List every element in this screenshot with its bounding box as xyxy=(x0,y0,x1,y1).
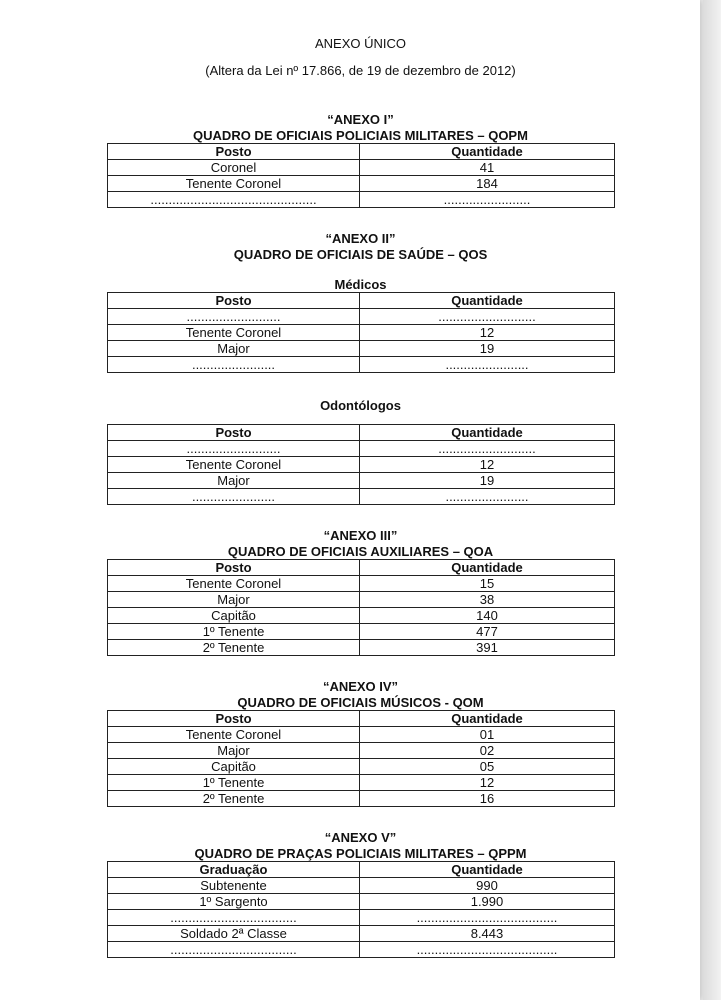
cell-posto: Capitão xyxy=(108,759,360,775)
col-header-posto: Posto xyxy=(108,293,360,309)
col-header-posto: Posto xyxy=(108,711,360,727)
cell-quantidade: ........................ xyxy=(360,192,615,208)
anexo-2-heading: “ANEXO II” xyxy=(325,231,396,246)
table-row xyxy=(108,926,615,942)
cell-quantidade: 184 xyxy=(360,176,615,192)
cell-quantidade: 16 xyxy=(360,791,615,807)
table-row xyxy=(108,759,615,775)
cell-posto: Tenente Coronel xyxy=(108,457,360,473)
cell-quantidade: 15 xyxy=(360,576,615,592)
cell-posto: Major xyxy=(108,341,360,357)
anexo-3-table xyxy=(107,559,615,656)
table-header-row xyxy=(108,560,615,576)
cell-quantidade: 19 xyxy=(360,473,615,489)
anexo-3-heading: “ANEXO III” xyxy=(323,528,398,543)
table-row xyxy=(108,309,615,325)
cell-posto: Major xyxy=(108,743,360,759)
cell-quantidade: 391 xyxy=(360,640,615,656)
cell-posto: .......................... xyxy=(108,309,360,325)
cell-graduacao: ................................... xyxy=(108,942,360,958)
cell-posto: 1º Tenente xyxy=(108,624,360,640)
table-header-row xyxy=(108,425,615,441)
cell-quantidade: ........................... xyxy=(360,309,615,325)
table-row xyxy=(108,176,615,192)
table-header-row xyxy=(108,293,615,309)
odontologos-table xyxy=(107,424,615,505)
table-row xyxy=(108,473,615,489)
cell-posto: Major xyxy=(108,592,360,608)
col-header-quantidade: Quantidade xyxy=(360,144,615,160)
cell-posto: Capitão xyxy=(108,608,360,624)
anexo-4-heading: “ANEXO IV” xyxy=(322,679,399,694)
cell-quantidade: ....................... xyxy=(360,357,615,373)
table-row xyxy=(108,457,615,473)
table-row xyxy=(108,576,615,592)
table-row xyxy=(108,775,615,791)
cell-quantidade: 02 xyxy=(360,743,615,759)
cell-quantidade: 12 xyxy=(360,325,615,341)
cell-quantidade: 12 xyxy=(360,457,615,473)
table-row xyxy=(108,640,615,656)
table-row xyxy=(108,592,615,608)
cell-quantidade: 38 xyxy=(360,592,615,608)
cell-quantidade: ....................... xyxy=(360,489,615,505)
col-header-quantidade: Quantidade xyxy=(360,862,615,878)
cell-posto: 2º Tenente xyxy=(108,791,360,807)
col-header-posto: Posto xyxy=(108,144,360,160)
cell-quantidade: 477 xyxy=(360,624,615,640)
table-row xyxy=(108,325,615,341)
table-row xyxy=(108,910,615,926)
cell-posto: Tenente Coronel xyxy=(108,576,360,592)
cell-quantidade: ....................................... xyxy=(360,910,615,926)
table-row xyxy=(108,942,615,958)
table-row xyxy=(108,878,615,894)
cell-quantidade: 41 xyxy=(360,160,615,176)
anexo-1-subheading: QUADRO DE OFICIAIS POLICIAIS MILITARES – QOPM xyxy=(193,128,528,143)
table-row xyxy=(108,341,615,357)
cell-posto: .............................................. xyxy=(108,192,360,208)
document-title: ANEXO ÚNICO xyxy=(314,36,406,51)
table-row xyxy=(108,743,615,759)
cell-quantidade: 8.443 xyxy=(360,926,615,942)
cell-posto: Coronel xyxy=(108,160,360,176)
table-row xyxy=(108,192,615,208)
table-row xyxy=(108,489,615,505)
anexo-4-table xyxy=(107,710,615,807)
cell-quantidade: 05 xyxy=(360,759,615,775)
cell-posto: ....................... xyxy=(108,489,360,505)
anexo-5-table xyxy=(107,861,615,958)
cell-quantidade: 140 xyxy=(360,608,615,624)
table-row xyxy=(108,624,615,640)
cell-quantidade: ........................... xyxy=(360,441,615,457)
odontologos-label: Odontólogos xyxy=(320,398,401,413)
anexo-5-subheading: QUADRO DE PRAÇAS POLICIAIS MILITARES – QPPM xyxy=(194,846,527,861)
cell-quantidade: 19 xyxy=(360,341,615,357)
table-row xyxy=(108,357,615,373)
table-row xyxy=(108,894,615,910)
col-header-posto: Posto xyxy=(108,560,360,576)
cell-posto: Major xyxy=(108,473,360,489)
cell-posto: ....................... xyxy=(108,357,360,373)
table-header-row xyxy=(108,862,615,878)
col-header-posto: Posto xyxy=(108,425,360,441)
table-row xyxy=(108,791,615,807)
col-header-quantidade: Quantidade xyxy=(360,711,615,727)
cell-quantidade: ....................................... xyxy=(360,942,615,958)
cell-quantidade: 01 xyxy=(360,727,615,743)
anexo-2-subheading: QUADRO DE OFICIAIS DE SAÚDE – QOS xyxy=(233,247,488,262)
table-row xyxy=(108,608,615,624)
anexo-3-subheading: QUADRO DE OFICIAIS AUXILIARES – QOA xyxy=(227,544,494,559)
anexo-4-subheading: QUADRO DE OFICIAIS MÚSICOS - QOM xyxy=(237,695,484,710)
anexo-5-heading: “ANEXO V” xyxy=(324,830,397,845)
table-header-row xyxy=(108,144,615,160)
col-header-graduacao: Graduação xyxy=(108,862,360,878)
col-header-quantidade: Quantidade xyxy=(360,293,615,309)
cell-graduacao: Subtenente xyxy=(108,878,360,894)
col-header-quantidade: Quantidade xyxy=(360,425,615,441)
cell-posto: 1º Tenente xyxy=(108,775,360,791)
cell-quantidade: 990 xyxy=(360,878,615,894)
table-row xyxy=(108,727,615,743)
anexo-1-heading: “ANEXO I” xyxy=(327,112,394,127)
medicos-table xyxy=(107,292,615,373)
cell-quantidade: 1.990 xyxy=(360,894,615,910)
cell-posto: Tenente Coronel xyxy=(108,176,360,192)
cell-quantidade: 12 xyxy=(360,775,615,791)
cell-posto: Tenente Coronel xyxy=(108,727,360,743)
table-row xyxy=(108,441,615,457)
cell-graduacao: ................................... xyxy=(108,910,360,926)
table-header-row xyxy=(108,711,615,727)
anexo-1-table xyxy=(107,143,615,208)
document-subtitle: (Altera da Lei nº 17.866, de 19 de dezembro de 2012) xyxy=(205,63,516,78)
cell-posto: Tenente Coronel xyxy=(108,325,360,341)
table-row xyxy=(108,160,615,176)
medicos-label: Médicos xyxy=(334,277,387,292)
cell-posto: 2º Tenente xyxy=(108,640,360,656)
cell-graduacao: Soldado 2ª Classe xyxy=(108,926,360,942)
cell-posto: .......................... xyxy=(108,441,360,457)
col-header-quantidade: Quantidade xyxy=(360,560,615,576)
cell-graduacao: 1º Sargento xyxy=(108,894,360,910)
